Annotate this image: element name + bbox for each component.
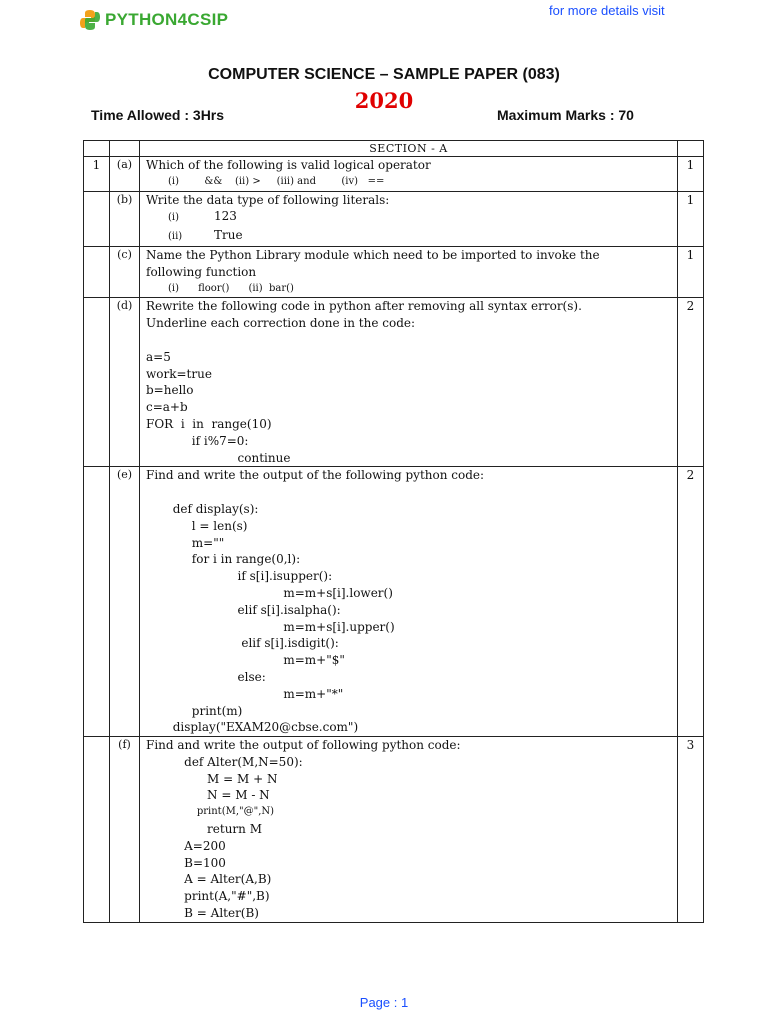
logo-text: PYTHON4CSIP — [105, 10, 229, 29]
code-line: A=200 — [146, 838, 226, 853]
code-line: work=true — [146, 366, 212, 381]
code-line: l = len(s) — [146, 518, 248, 533]
code-line: b=hello — [146, 383, 194, 398]
code-line: a=5 — [146, 349, 171, 364]
question-body — [140, 467, 678, 737]
question-body — [140, 157, 678, 192]
section-label: SECTION - A — [140, 141, 678, 157]
question-part: (e) — [110, 467, 140, 737]
time-allowed: Time Allowed : 3Hrs — [91, 107, 225, 123]
code-line: c=a+b — [146, 400, 188, 415]
code-line: print(M,"@",N) — [146, 806, 275, 818]
question-text-line-2: following function — [146, 264, 257, 279]
question-marks: 2 — [678, 298, 704, 467]
question-part: (f) — [110, 737, 140, 923]
maximum-marks: Maximum Marks : 70 — [497, 107, 634, 123]
option-value: True — [214, 228, 243, 243]
question-text: Write the data type of following literals: — [146, 192, 390, 207]
section-header-row — [84, 141, 704, 157]
question-table — [83, 140, 704, 923]
code-line: FOR i in range(10) — [146, 416, 272, 431]
code-line: return M — [146, 822, 262, 837]
code-line: m=m+"*" — [146, 686, 344, 701]
code-line: else: — [146, 669, 266, 684]
code-line: def Alter(M,N=50): — [146, 754, 303, 769]
option-label: (i) — [168, 212, 180, 224]
details-link[interactable]: for more details visit — [549, 3, 665, 18]
code-line: A = Alter(A,B) — [146, 872, 272, 887]
code-line: if i%7=0: — [146, 433, 249, 448]
question-row-b — [84, 191, 704, 246]
code-line: m=m+s[i].lower() — [146, 585, 393, 600]
question-body — [140, 246, 678, 297]
question-text-line-1: Name the Python Library module which need to be imported to invoke the — [146, 247, 600, 262]
question-marks: 1 — [678, 157, 704, 192]
question-row-c — [84, 246, 704, 297]
question-body — [140, 737, 678, 923]
question-text-line-1: Rewrite the following code in python after removing all syntax error(s). — [146, 299, 582, 314]
python-logo-icon — [79, 9, 101, 31]
code-line: m=m+"$" — [146, 653, 345, 668]
question-text-line-2: Underline each correction done in the code: — [146, 316, 416, 331]
code-line: display("EXAM20@cbse.com") — [146, 720, 359, 735]
option-label: (ii) — [168, 231, 183, 243]
code-line: if s[i].isupper(): — [146, 569, 333, 584]
code-line: N = M - N — [146, 788, 270, 803]
option-value: 123 — [214, 209, 237, 224]
code-line: M = M + N — [146, 771, 278, 786]
question-marks: 1 — [678, 191, 704, 246]
question-row-d — [84, 298, 704, 467]
question-part: (c) — [110, 246, 140, 297]
code-line: def display(s): — [146, 501, 259, 516]
code-line: for i in range(0,l): — [146, 552, 301, 567]
question-marks: 2 — [678, 467, 704, 737]
code-line: elif s[i].isalpha(): — [146, 602, 341, 617]
question-text: Which of the following is valid logical operator — [146, 158, 431, 172]
paper-title: COMPUTER SCIENCE – SAMPLE PAPER (083) — [208, 66, 560, 83]
question-body — [140, 298, 678, 467]
question-part: (d) — [110, 298, 140, 467]
page-number: Page : 1 — [359, 995, 409, 1010]
question-part: (a) — [110, 157, 140, 192]
question-row-f — [84, 737, 704, 923]
code-line: print(m) — [146, 703, 243, 718]
option-line — [146, 208, 673, 227]
option-line — [146, 227, 673, 246]
question-marks: 1 — [678, 246, 704, 297]
site-logo[interactable] — [79, 9, 228, 31]
code-line: B=100 — [146, 855, 226, 870]
question-row-e — [84, 467, 704, 737]
question-text: Find and write the output of the following python code: — [146, 468, 485, 483]
question-text: Find and write the output of following python code: — [146, 738, 461, 753]
paper-year: 2020 — [354, 88, 414, 113]
code-line: print(A,"#",B) — [146, 889, 270, 904]
question-number: 1 — [84, 157, 110, 192]
question-options: (i) floor() (ii) bar() — [168, 282, 294, 294]
question-part: (b) — [110, 191, 140, 246]
code-line: continue — [146, 450, 291, 465]
code-line: m="" — [146, 535, 225, 550]
code-line: elif s[i].isdigit(): — [146, 636, 339, 651]
question-marks: 3 — [678, 737, 704, 923]
code-line: B = Alter(B) — [146, 906, 259, 921]
code-line: m=m+s[i].upper() — [146, 619, 395, 634]
question-body — [140, 191, 678, 246]
question-options: (i) && (ii) > (iii) and (iv) == — [168, 175, 385, 187]
question-row-a — [84, 157, 704, 192]
